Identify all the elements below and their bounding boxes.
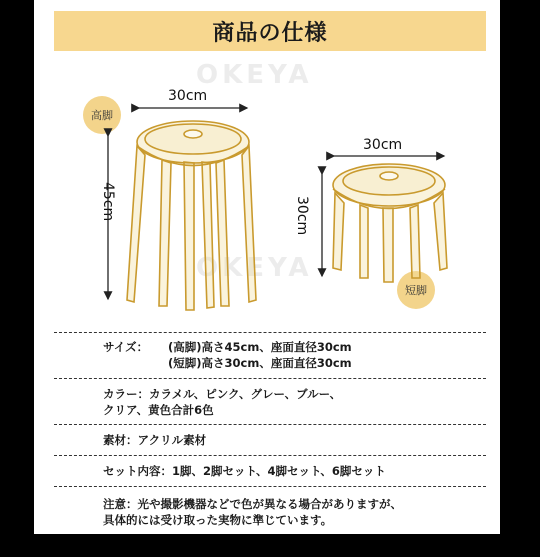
page-title: 商品の仕様 xyxy=(212,20,328,46)
spec-size-line2: (短脚)高さ30cm、座面直径30cm xyxy=(168,356,352,370)
tall-height-label: 45cm xyxy=(100,182,116,222)
short-height-label: 30cm xyxy=(294,196,310,236)
short-width-label: 30cm xyxy=(363,137,403,153)
bottom-bar xyxy=(0,534,540,557)
tall-width-label: 30cm xyxy=(168,88,208,104)
tall-stool-image xyxy=(127,121,256,310)
watermark: OKEYA xyxy=(196,253,313,283)
spec-set-contents: セット内容：1脚、2脚セット、4脚セット、6脚セット xyxy=(103,464,386,478)
watermark: OKEYA xyxy=(196,60,313,90)
spec-note-line1: 注意：光や撮影機器などで色が異なる場合がありますが、 xyxy=(103,497,402,511)
divider xyxy=(54,378,486,379)
tall-leg-badge-label: 高脚 xyxy=(91,109,113,122)
short-leg-badge-label: 短脚 xyxy=(405,284,427,297)
short-stool-image xyxy=(333,164,447,282)
spec-size-line1: (高脚)高さ45cm、座面直径30cm xyxy=(168,340,352,354)
spec-material: 素材：アクリル素材 xyxy=(103,433,207,447)
divider xyxy=(54,455,486,456)
spec-color-line2: クリア、黄色合計6色 xyxy=(103,403,214,417)
divider xyxy=(54,486,486,487)
spec-size-label: サイズ： xyxy=(103,340,149,354)
spec-note-line2: 具体的には受け取った実物に準じています。 xyxy=(103,513,333,527)
divider xyxy=(54,424,486,425)
spec-color-line1: カラー：カラメル、ピンク、グレー、ブルー、 xyxy=(103,387,342,401)
divider xyxy=(54,332,486,333)
